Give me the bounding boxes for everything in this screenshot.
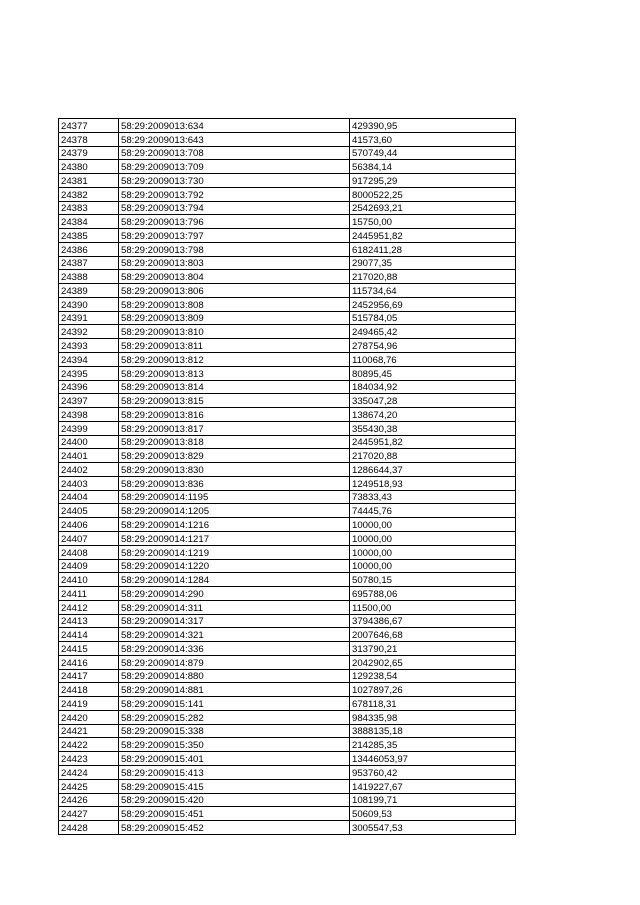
table-row bbox=[59, 600, 516, 614]
amount-cell: 570749,44 bbox=[350, 146, 516, 160]
amount-cell: 249465,42 bbox=[350, 325, 516, 339]
cadastral-number-cell: 58:29:2009014:336 bbox=[119, 642, 350, 656]
table-row bbox=[59, 697, 516, 711]
cadastral-number-cell: 58:29:2009013:815 bbox=[119, 394, 350, 408]
row-number-cell: 24377 bbox=[59, 119, 119, 133]
cadastral-number-cell: 58:29:2009013:796 bbox=[119, 215, 350, 229]
row-number-cell: 24400 bbox=[59, 435, 119, 449]
row-number-cell: 24407 bbox=[59, 531, 119, 545]
table-row bbox=[59, 449, 516, 463]
cadastral-number-cell: 58:29:2009014:879 bbox=[119, 655, 350, 669]
row-number-cell: 24394 bbox=[59, 353, 119, 367]
cadastral-number-cell: 58:29:2009014:1216 bbox=[119, 518, 350, 532]
row-number-cell: 24423 bbox=[59, 752, 119, 766]
cadastral-number-cell: 58:29:2009014:880 bbox=[119, 669, 350, 683]
cadastral-number-cell: 58:29:2009015:415 bbox=[119, 779, 350, 793]
amount-cell: 6182411,28 bbox=[350, 242, 516, 256]
table-row bbox=[59, 311, 516, 325]
amount-cell: 217020,88 bbox=[350, 270, 516, 284]
table-row bbox=[59, 284, 516, 298]
row-number-cell: 24422 bbox=[59, 738, 119, 752]
table-row bbox=[59, 710, 516, 724]
amount-cell: 13446053,97 bbox=[350, 752, 516, 766]
amount-cell: 678118,31 bbox=[350, 697, 516, 711]
row-number-cell: 24418 bbox=[59, 683, 119, 697]
row-number-cell: 24415 bbox=[59, 642, 119, 656]
row-number-cell: 24404 bbox=[59, 490, 119, 504]
table-row bbox=[59, 573, 516, 587]
row-number-cell: 24386 bbox=[59, 242, 119, 256]
cadastral-number-cell: 58:29:2009014:311 bbox=[119, 600, 350, 614]
amount-cell: 1419227,67 bbox=[350, 779, 516, 793]
row-number-cell: 24391 bbox=[59, 311, 119, 325]
table-row bbox=[59, 380, 516, 394]
cadastral-number-cell: 58:29:2009013:798 bbox=[119, 242, 350, 256]
row-number-cell: 24408 bbox=[59, 545, 119, 559]
table-row bbox=[59, 297, 516, 311]
amount-cell: 80895,45 bbox=[350, 366, 516, 380]
cadastral-number-cell: 58:29:2009013:792 bbox=[119, 187, 350, 201]
table-row bbox=[59, 628, 516, 642]
amount-cell: 695788,06 bbox=[350, 587, 516, 601]
amount-cell: 1249518,93 bbox=[350, 476, 516, 490]
row-number-cell: 24416 bbox=[59, 655, 119, 669]
amount-cell: 73833,43 bbox=[350, 490, 516, 504]
amount-cell: 313790,21 bbox=[350, 642, 516, 656]
row-number-cell: 24384 bbox=[59, 215, 119, 229]
amount-cell: 217020,88 bbox=[350, 449, 516, 463]
table-row bbox=[59, 366, 516, 380]
cadastral-number-cell: 58:29:2009013:708 bbox=[119, 146, 350, 160]
table-row bbox=[59, 655, 516, 669]
row-number-cell: 24425 bbox=[59, 779, 119, 793]
row-number-cell: 24411 bbox=[59, 587, 119, 601]
row-number-cell: 24427 bbox=[59, 807, 119, 821]
amount-cell: 10000,00 bbox=[350, 531, 516, 545]
row-number-cell: 24399 bbox=[59, 421, 119, 435]
amount-cell: 429390,95 bbox=[350, 119, 516, 133]
table-row bbox=[59, 559, 516, 573]
table-row bbox=[59, 174, 516, 188]
cadastral-number-cell: 58:29:2009014:1205 bbox=[119, 504, 350, 518]
table-row bbox=[59, 490, 516, 504]
table-row bbox=[59, 614, 516, 628]
row-number-cell: 24410 bbox=[59, 573, 119, 587]
row-number-cell: 24378 bbox=[59, 132, 119, 146]
table-row bbox=[59, 160, 516, 174]
cadastral-number-cell: 58:29:2009013:817 bbox=[119, 421, 350, 435]
table-body bbox=[59, 119, 516, 835]
amount-cell: 1027897,26 bbox=[350, 683, 516, 697]
table-row bbox=[59, 476, 516, 490]
table-row bbox=[59, 353, 516, 367]
cadastral-number-cell: 58:29:2009015:141 bbox=[119, 697, 350, 711]
amount-cell: 41573,60 bbox=[350, 132, 516, 146]
row-number-cell: 24403 bbox=[59, 476, 119, 490]
amount-cell: 278754,96 bbox=[350, 339, 516, 353]
amount-cell: 2042902,65 bbox=[350, 655, 516, 669]
row-number-cell: 24420 bbox=[59, 710, 119, 724]
cadastral-number-cell: 58:29:2009013:804 bbox=[119, 270, 350, 284]
cadastral-number-cell: 58:29:2009013:634 bbox=[119, 119, 350, 133]
cadastral-number-cell: 58:29:2009013:814 bbox=[119, 380, 350, 394]
amount-cell: 15750,00 bbox=[350, 215, 516, 229]
amount-cell: 2452956,69 bbox=[350, 297, 516, 311]
amount-cell: 3794386,67 bbox=[350, 614, 516, 628]
cadastral-number-cell: 58:29:2009013:836 bbox=[119, 476, 350, 490]
cadastral-number-cell: 58:29:2009013:813 bbox=[119, 366, 350, 380]
row-number-cell: 24413 bbox=[59, 614, 119, 628]
row-number-cell: 24380 bbox=[59, 160, 119, 174]
cadastral-number-cell: 58:29:2009013:809 bbox=[119, 311, 350, 325]
amount-cell: 214285,35 bbox=[350, 738, 516, 752]
amount-cell: 2542693,21 bbox=[350, 201, 516, 215]
amount-cell: 917295,29 bbox=[350, 174, 516, 188]
cadastral-number-cell: 58:29:2009014:290 bbox=[119, 587, 350, 601]
cadastral-number-cell: 58:29:2009013:829 bbox=[119, 449, 350, 463]
amount-cell: 515784,05 bbox=[350, 311, 516, 325]
row-number-cell: 24385 bbox=[59, 229, 119, 243]
data-table bbox=[58, 118, 516, 835]
amount-cell: 3888135,18 bbox=[350, 724, 516, 738]
cadastral-number-cell: 58:29:2009013:806 bbox=[119, 284, 350, 298]
table-row bbox=[59, 270, 516, 284]
table-row bbox=[59, 201, 516, 215]
cadastral-number-cell: 58:29:2009014:1284 bbox=[119, 573, 350, 587]
row-number-cell: 24412 bbox=[59, 600, 119, 614]
table-row bbox=[59, 463, 516, 477]
table-row bbox=[59, 229, 516, 243]
amount-cell: 8000522,25 bbox=[350, 187, 516, 201]
amount-cell: 10000,00 bbox=[350, 518, 516, 532]
table-row bbox=[59, 545, 516, 559]
amount-cell: 2007646,68 bbox=[350, 628, 516, 642]
row-number-cell: 24387 bbox=[59, 256, 119, 270]
cadastral-number-cell: 58:29:2009014:1195 bbox=[119, 490, 350, 504]
amount-cell: 115734,64 bbox=[350, 284, 516, 298]
table-row bbox=[59, 408, 516, 422]
row-number-cell: 24406 bbox=[59, 518, 119, 532]
cadastral-number-cell: 58:29:2009015:350 bbox=[119, 738, 350, 752]
row-number-cell: 24382 bbox=[59, 187, 119, 201]
table-row bbox=[59, 642, 516, 656]
cadastral-number-cell: 58:29:2009013:730 bbox=[119, 174, 350, 188]
table-row bbox=[59, 683, 516, 697]
amount-cell: 110068,76 bbox=[350, 353, 516, 367]
table-row bbox=[59, 435, 516, 449]
table-row bbox=[59, 779, 516, 793]
cadastral-number-cell: 58:29:2009013:818 bbox=[119, 435, 350, 449]
amount-cell: 129238,54 bbox=[350, 669, 516, 683]
cadastral-number-cell: 58:29:2009015:401 bbox=[119, 752, 350, 766]
cadastral-number-cell: 58:29:2009013:830 bbox=[119, 463, 350, 477]
cadastral-number-cell: 58:29:2009013:797 bbox=[119, 229, 350, 243]
cadastral-number-cell: 58:29:2009015:338 bbox=[119, 724, 350, 738]
cadastral-number-cell: 58:29:2009014:317 bbox=[119, 614, 350, 628]
row-number-cell: 24419 bbox=[59, 697, 119, 711]
row-number-cell: 24409 bbox=[59, 559, 119, 573]
row-number-cell: 24421 bbox=[59, 724, 119, 738]
amount-cell: 11500,00 bbox=[350, 600, 516, 614]
table-row bbox=[59, 531, 516, 545]
table-row bbox=[59, 752, 516, 766]
row-number-cell: 24424 bbox=[59, 765, 119, 779]
row-number-cell: 24379 bbox=[59, 146, 119, 160]
cadastral-number-cell: 58:29:2009015:420 bbox=[119, 793, 350, 807]
row-number-cell: 24417 bbox=[59, 669, 119, 683]
row-number-cell: 24398 bbox=[59, 408, 119, 422]
table-row bbox=[59, 724, 516, 738]
amount-cell: 953760,42 bbox=[350, 765, 516, 779]
amount-cell: 3005547,53 bbox=[350, 821, 516, 835]
cadastral-number-cell: 58:29:2009013:803 bbox=[119, 256, 350, 270]
cadastral-number-cell: 58:29:2009013:709 bbox=[119, 160, 350, 174]
row-number-cell: 24396 bbox=[59, 380, 119, 394]
amount-cell: 138674,20 bbox=[350, 408, 516, 422]
row-number-cell: 24381 bbox=[59, 174, 119, 188]
amount-cell: 184034,92 bbox=[350, 380, 516, 394]
amount-cell: 74445,76 bbox=[350, 504, 516, 518]
table-row bbox=[59, 215, 516, 229]
row-number-cell: 24402 bbox=[59, 463, 119, 477]
amount-cell: 108199,71 bbox=[350, 793, 516, 807]
cadastral-number-cell: 58:29:2009015:452 bbox=[119, 821, 350, 835]
amount-cell: 2445951,82 bbox=[350, 229, 516, 243]
cadastral-number-cell: 58:29:2009013:816 bbox=[119, 408, 350, 422]
table-row bbox=[59, 587, 516, 601]
row-number-cell: 24426 bbox=[59, 793, 119, 807]
row-number-cell: 24388 bbox=[59, 270, 119, 284]
table-row bbox=[59, 669, 516, 683]
row-number-cell: 24414 bbox=[59, 628, 119, 642]
cadastral-number-cell: 58:29:2009013:811 bbox=[119, 339, 350, 353]
amount-cell: 2445951,82 bbox=[350, 435, 516, 449]
cadastral-number-cell: 58:29:2009015:413 bbox=[119, 765, 350, 779]
table-row bbox=[59, 242, 516, 256]
table-row bbox=[59, 518, 516, 532]
cadastral-number-cell: 58:29:2009014:321 bbox=[119, 628, 350, 642]
cadastral-number-cell: 58:29:2009014:1220 bbox=[119, 559, 350, 573]
amount-cell: 50609,53 bbox=[350, 807, 516, 821]
amount-cell: 1286644,37 bbox=[350, 463, 516, 477]
row-number-cell: 24428 bbox=[59, 821, 119, 835]
row-number-cell: 24405 bbox=[59, 504, 119, 518]
cadastral-number-cell: 58:29:2009014:1217 bbox=[119, 531, 350, 545]
amount-cell: 355430,38 bbox=[350, 421, 516, 435]
row-number-cell: 24389 bbox=[59, 284, 119, 298]
data-sheet bbox=[58, 118, 515, 835]
table-row bbox=[59, 119, 516, 133]
cadastral-number-cell: 58:29:2009013:810 bbox=[119, 325, 350, 339]
row-number-cell: 24392 bbox=[59, 325, 119, 339]
table-row bbox=[59, 132, 516, 146]
table-row bbox=[59, 793, 516, 807]
cadastral-number-cell: 58:29:2009013:808 bbox=[119, 297, 350, 311]
table-row bbox=[59, 421, 516, 435]
amount-cell: 50780,15 bbox=[350, 573, 516, 587]
amount-cell: 10000,00 bbox=[350, 559, 516, 573]
table-row bbox=[59, 765, 516, 779]
table-row bbox=[59, 807, 516, 821]
table-row bbox=[59, 256, 516, 270]
row-number-cell: 24397 bbox=[59, 394, 119, 408]
table-row bbox=[59, 738, 516, 752]
amount-cell: 56384,14 bbox=[350, 160, 516, 174]
table-row bbox=[59, 504, 516, 518]
amount-cell: 984335,98 bbox=[350, 710, 516, 724]
cadastral-number-cell: 58:29:2009015:451 bbox=[119, 807, 350, 821]
cadastral-number-cell: 58:29:2009013:643 bbox=[119, 132, 350, 146]
amount-cell: 10000,00 bbox=[350, 545, 516, 559]
table-row bbox=[59, 394, 516, 408]
table-row bbox=[59, 821, 516, 835]
table-row bbox=[59, 325, 516, 339]
row-number-cell: 24395 bbox=[59, 366, 119, 380]
row-number-cell: 24401 bbox=[59, 449, 119, 463]
cadastral-number-cell: 58:29:2009014:881 bbox=[119, 683, 350, 697]
row-number-cell: 24383 bbox=[59, 201, 119, 215]
cadastral-number-cell: 58:29:2009013:812 bbox=[119, 353, 350, 367]
cadastral-number-cell: 58:29:2009014:1219 bbox=[119, 545, 350, 559]
cadastral-number-cell: 58:29:2009013:794 bbox=[119, 201, 350, 215]
table-row bbox=[59, 146, 516, 160]
table-row bbox=[59, 187, 516, 201]
table-row bbox=[59, 339, 516, 353]
row-number-cell: 24393 bbox=[59, 339, 119, 353]
amount-cell: 29077,35 bbox=[350, 256, 516, 270]
amount-cell: 335047,28 bbox=[350, 394, 516, 408]
row-number-cell: 24390 bbox=[59, 297, 119, 311]
cadastral-number-cell: 58:29:2009015:282 bbox=[119, 710, 350, 724]
